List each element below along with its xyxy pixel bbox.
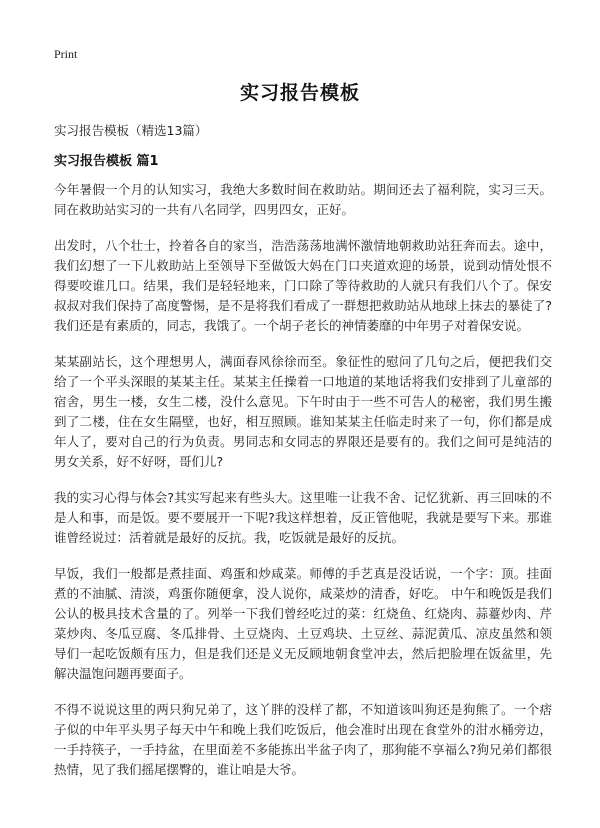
paragraph-1: 今年暑假一个月的认知实习，我绝大多数时间在救助站。期间还去了福利院，实习三天。同在救助站实习的一共有八名同学，四男四女，正好。 — [54, 182, 552, 217]
section-heading: 实习报告模板 篇1 — [54, 154, 159, 169]
document-subtitle: 实习报告模板（精选13篇） — [54, 123, 208, 138]
paragraph-3: 某某副站长，这个理想男人，满面春风徐徐而至。象征性的慰问了几句之后，便把我们交给了一个平头深眼的某某主任。某某主任操着一口地道的某地话将我们安排到了儿童部的宿舍，男生一楼，女生二楼，没什么意见。下午时由于一些不可告人的秘密，我们男生搬到了二楼，住在女生隔壁，也好，相互照顾。谁知某某主任临走时来了一句，你们都是成年人了，要对自己的行为负责。男同志和女同志的界限还是要有的。我们之间可是纯洁的男女关系，好不好呀，哥们儿? — [54, 354, 552, 469]
document-body — [54, 180, 552, 796]
document-title: 实习报告模板 — [239, 82, 360, 104]
paragraph-2: 出发时，八个壮士，拎着各自的家当，浩浩荡荡地满怀激情地朝救助站狂奔而去。途中，我们幻想了一下儿救助站上至领导下至做饭大妈在门口夹道欢迎的场景，说到动情处恨不得要咬谁几口。结果，我们是轻轻地来，门口除了等待救助的人就只有我们八个了。保安叔叔对我们保持了高度警惕，是不是将我们看成了一群想把救助站从地球上抹去的暴徒了?我们还是有素质的，同志，我饿了。一个胡子老长的神情萎靡的中年男子对着保安说。 — [54, 238, 552, 333]
paragraph-4: 我的实习心得与体会?其实写起来有些头大。这里唯一让我不舍、记忆犹新、再三回味的不是人和事，而是饭。要不要展开一下呢?我这样想着，反正管他呢，我就是要写下来。那谁谁曾经说过：活着就是最好的反抗。我，吃饭就是最好的反抗。 — [54, 490, 552, 545]
paragraph-6: 不得不说说这里的两只狗兄弟了，这丫胖的没样了都，不知道该叫狗还是狗熊了。一个痞子似的中年平头男子每天中午和晚上我们吃饭后，他会准时出现在食堂外的泔水桶旁边，一手持筷子，一手持盆，在里面差不多能拣出半盆子肉了，那狗能不享福么?狗兄弟们都很热情，见了我们摇尾摆臀的，谁让咱是大爷。 — [54, 702, 552, 777]
paragraph-5: 早饭，我们一般都是煮挂面、鸡蛋和炒咸菜。师傅的手艺真是没话说，一个字：顶。挂面煮的不油腻、清淡，鸡蛋你随便拿，没人说你，咸菜炒的清香，好吃。 中午和晚饭是我们公认的极具技术含量的了。列举一下我们曾经吃过的菜：红烧鱼、红烧肉、蒜薹炒肉、芹菜炒肉、冬瓜豆腐、冬瓜排骨、土豆烧肉、土豆鸡块、土豆丝、蒜泥黄瓜、凉皮虽然和领导们一起吃饭颇有压力，但是我们还是义无反顾地朝食堂冲去，然后把脸埋在饭盆里，先解决温饱问题再要面子。 — [54, 566, 552, 681]
print-link[interactable]: Print — [54, 47, 78, 61]
